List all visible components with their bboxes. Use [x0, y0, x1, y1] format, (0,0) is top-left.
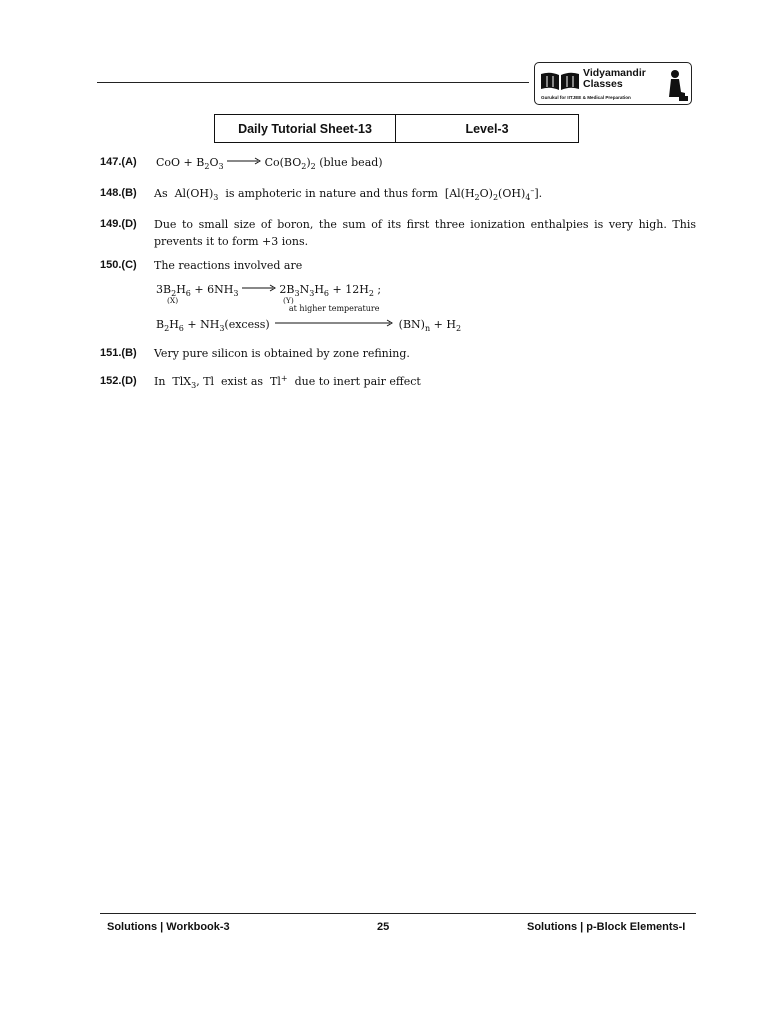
- answer-text: Very pure silicon is obtained by zone refining.: [154, 347, 410, 360]
- title-box: [214, 114, 579, 143]
- book-icon: [539, 71, 581, 91]
- reaction-2: $B_2H_6$ + $NH_3(excess)$ at higher temperature $(BN)_n + H_2$: [156, 304, 462, 333]
- answer-number: 151.(B): [100, 347, 137, 359]
- answer-number: 152.(D): [100, 375, 137, 387]
- answer-text: In TlX$_3$, Tl exist as Tl+ due to inert pair effect: [154, 374, 421, 390]
- reaction-condition: at higher temperature: [288, 304, 380, 313]
- reaction-1: $3B_2H_6 + 6NH_3$ $2B_3N_3H_6 + 12H_2$ ;: [156, 283, 382, 298]
- sheet-title: Daily Tutorial Sheet-13: [215, 115, 396, 142]
- level-label: Level-3: [465, 121, 509, 136]
- reaction-arrow-icon: [242, 284, 276, 292]
- answer-number: 148.(B): [100, 187, 137, 199]
- reaction-arrow-icon: [275, 304, 393, 325]
- answer-text: The reactions involved are: [154, 259, 303, 272]
- answer-number: 150.(C): [100, 259, 137, 271]
- brand-name: Vidyamandir Classes: [583, 67, 646, 90]
- label-y: (Y): [283, 296, 294, 305]
- footer-left: Solutions | Workbook-3: [107, 921, 230, 933]
- answer-text: As $Al(OH)_3$ is amphoteric in nature and thus form $[Al(H_2O)_2(OH)_4^-]$.: [154, 186, 543, 202]
- answer-number: 149.(D): [100, 218, 137, 230]
- reaction-arrow-icon: [227, 157, 261, 165]
- logo: [534, 62, 692, 105]
- footer-right: Solutions | p-Block Elements-I: [527, 921, 686, 933]
- footer-rule: [100, 913, 696, 914]
- answer-text: Due to small size of boron, the sum of its first three ionization enthalpies is very high. This prevents it to form +3 ions.: [154, 218, 696, 248]
- label-x: (X): [167, 296, 179, 305]
- header-rule: [97, 82, 529, 83]
- page-number: 25: [377, 921, 390, 933]
- student-figure-icon: [665, 66, 689, 103]
- answer-equation: CoO + $B_2O_3$ $Co(BO_2)_2$ (blue bead): [156, 156, 383, 171]
- logo-tagline: Gurukul for IITJEE & Medical Preparation: [541, 95, 631, 100]
- answer-number: 147.(A): [100, 156, 137, 168]
